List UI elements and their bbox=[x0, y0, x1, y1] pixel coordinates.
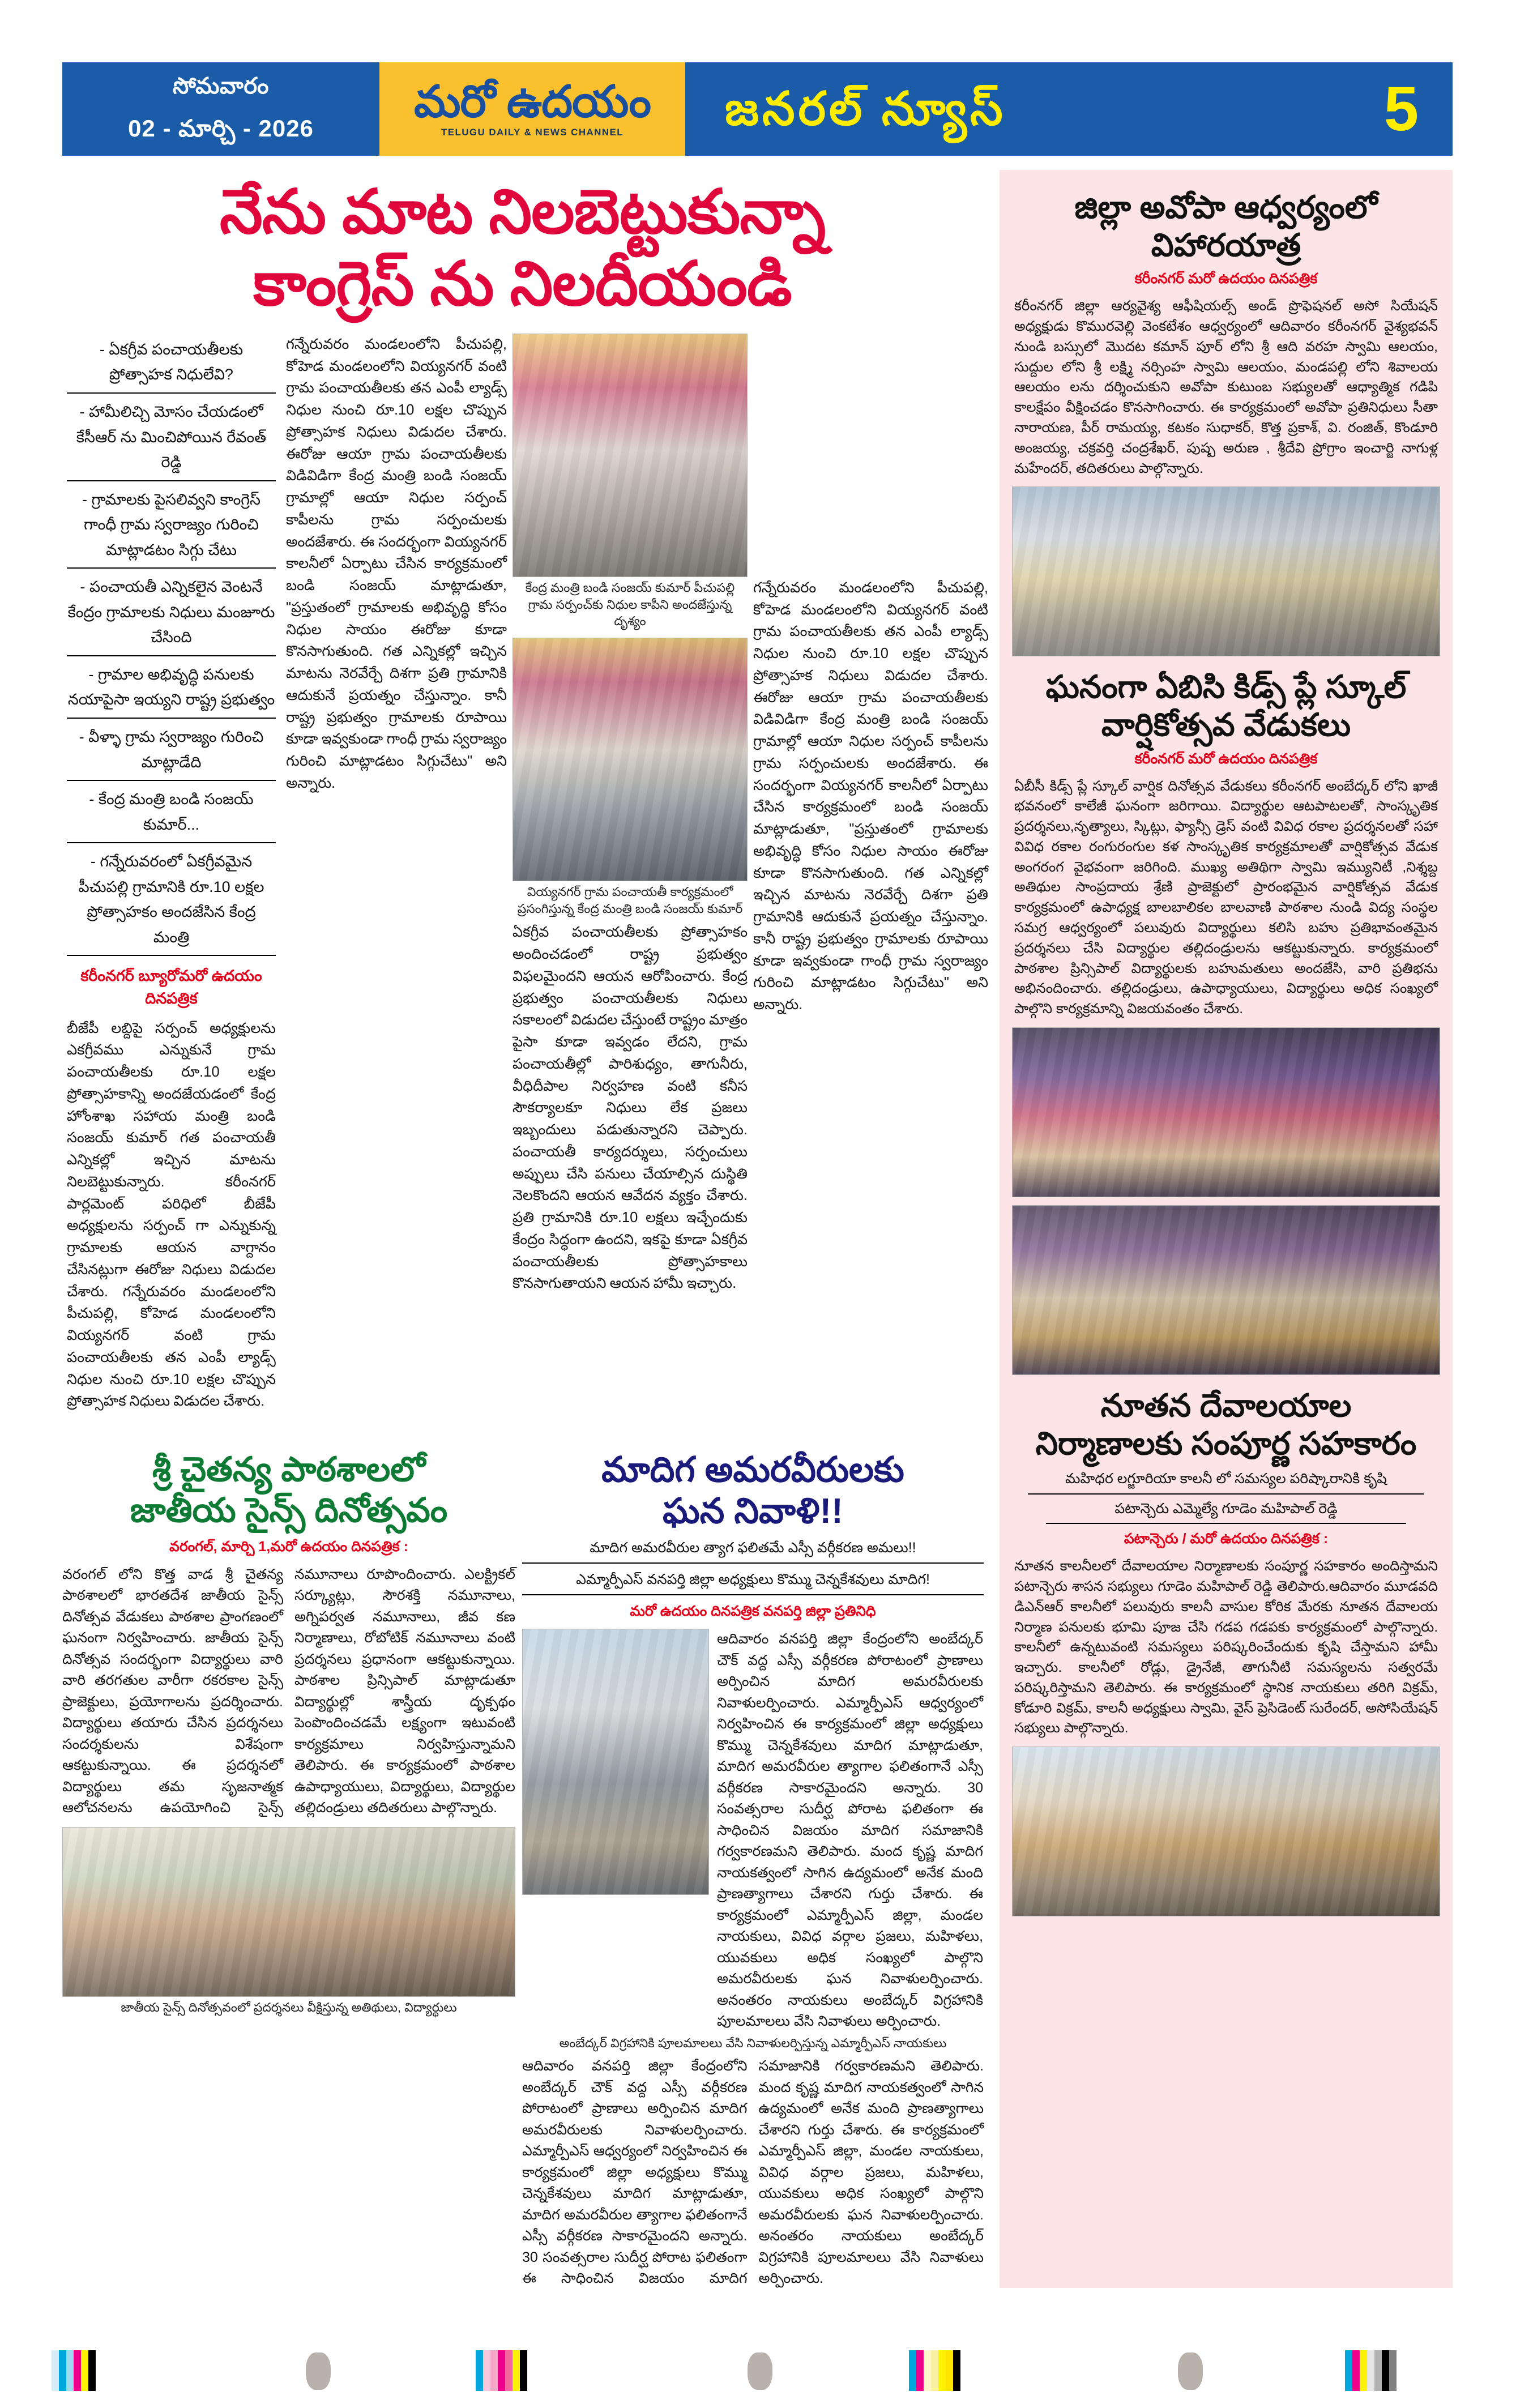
bullet-item: - ఏకగ్రీవ పంచాయతీలకు ప్రోత్సాహక నిధులేవి? bbox=[67, 337, 276, 394]
registration-swatch bbox=[52, 2350, 59, 2391]
registration-color-group bbox=[1345, 2350, 1397, 2391]
lead-bullet-column bbox=[62, 334, 280, 1438]
lead-column-4 bbox=[753, 334, 988, 1438]
sidebar-story-abc-kids bbox=[1012, 660, 1440, 1375]
sidebar-photo-2 bbox=[1012, 1027, 1440, 1197]
page-number: 5 bbox=[1383, 74, 1419, 144]
bullet-item: - గ్రామాల అభివృద్ధి పనులకు నయాపైసా ఇయ్యని రాష్ట్ర ప్రభుత్వం bbox=[67, 662, 276, 719]
bullet-item: - పంచాయతీ ఎన్నికలైన వెంటనే కేంద్రం గ్రామాలకు నిధులు మంజూరు చేసింది bbox=[67, 574, 276, 656]
newspaper-logo[interactable] bbox=[379, 62, 685, 156]
masthead-section-area bbox=[685, 62, 1453, 156]
registration-swatch bbox=[1345, 2350, 1352, 2391]
madiga-byline: మరో ఉదయం దినపత్రిక వనపర్తి జిల్లా ప్రతినిధి bbox=[630, 1603, 876, 1620]
registration-swatch bbox=[520, 2350, 527, 2391]
mid-stories-row bbox=[62, 1447, 983, 2290]
sidebar-zone bbox=[1000, 170, 1453, 2288]
bullet-item: - గ్రామాలకు పైసలివ్వని కాంగ్రెస్ గాంధీ గ్రామ స్వరాజ్యం గురించి మాట్లాడటం సిగ్గు చేటు bbox=[67, 487, 276, 569]
registration-dot bbox=[1178, 2353, 1203, 2390]
sidebar-sub-3a: మహిధర లగ్జూరియా కాలనీ లో సమస్యల పరిష్కారానికి కృషి bbox=[1028, 1469, 1424, 1495]
lead-photo-2-caption: వియ్యనగర్ గ్రామ పంచాయతీ కార్యక్రమంలో ప్రసంగిస్తున్న కేంద్ర మంత్రి బండి సంజయ్ కుమార్ bbox=[517, 884, 743, 916]
madiga-sub-2: ఎమ్మార్పీఎస్ వనపర్తి జిల్లా అధ్యక్షులు కొమ్ము చెన్నకేశవులు మాదిగ! bbox=[522, 1568, 984, 1595]
registration-swatch bbox=[946, 2350, 953, 2391]
registration-swatch bbox=[74, 2350, 81, 2391]
sidebar-body-1: కరీంనగర్ జిల్లా ఆర్యవైశ్య ఆఫీషియల్స్ అండ్ ప్రొఫెషనల్ అసో సియేషన్ అధ్యక్షుడు కొముర‌వెల్లి వెంకటేశం ఆధ్వర్యంలో ఆదివారం కరీంనగర్ వైశ్యభవన్ నుండి బస్సులో మొదట కమాన్ పూర్ లోని శ్రీ ఆది వరహ స్వామి ఆలయం, సుద్దుల లోని శ్రీ లక్ష్మి నర్సింహ స్వామి ఆలయం, మండపల్లి లోని శివాలయ ఆలయం లను దర్శించుకుని అవోపా కుటుంబ సభ్యులతో ఆధ్యాత్మిక గడిపి కాలక్షేపం వీక్షించడం కొనసాగించారు. ఈ కార్యక్రమంలో అవోపా ప్రతినిధులు సీతా నారాయణ, పీర్ రామయ్య, కటకం సుధాకర్, కొత్త ప్రకాశ్, వి. రంజిత్, కొండూరి అంజయ్య, చక్రవర్తి చంద్రశేఖర్, పుష్ప అరుణ , శ్రీదేవి ప్రోగ్రాం ఇంచార్జి నాగుళ్ల మహేందర్, తదితరులు పాల్గొన్నారు. bbox=[1014, 298, 1438, 476]
sidebar-photo-4 bbox=[1012, 1747, 1440, 1916]
story-science bbox=[62, 1447, 515, 2290]
print-registration-strip bbox=[0, 2350, 1516, 2396]
sidebar-headline-3-line2: నిర్మాణాలకు సంపూర్ణ సహకారం bbox=[1035, 1425, 1417, 1462]
page-body bbox=[62, 170, 1453, 2288]
science-body: వరంగల్ లోని కొత్త వాడ శ్రీ చైతన్య పాఠశాలలో భారతదేశ జాతీయ సైన్స్ దినోత్సవ వేడుకలు పాఠశాల ప్రాంగణంలో ఘనంగా నిర్వహించారు. జాతీయ సైన్స్ దినోత్సవ సందర్భంగా విద్యార్థులు వారి వారి తరగతుల వారీగా రకరకాల సైన్స్ ప్రాజెక్టులు, ప్రయోగాలను ప్రదర్శించారు. విద్యార్థులు తయారు చేసిన ప్రదర్శనలు సందర్శకులను విశేషంగా ఆకట్టుకున్నాయి. ఈ ప్రదర్శనలో విద్యార్థులు తమ సృజనాత్మక ఆలోచనలను ఉపయోగించి సైన్స్ నమూనాలు రూపొందించారు. ఎలక్ట్రికల్ సర్క్యూట్లు, సౌరశక్తి నమూనాలు, అగ్నిపర్వత నమూనాలు, జీవ కణ నిర్మాణాలు, రోబోటిక్ నమూనాలు వంటి ప్రదర్శనలు ప్రధానంగా ఆకట్టుకున్నాయి. పాఠశాల ప్రిన్సిపాల్ మాట్లాడుతూ విద్యార్థుల్లో శాస్త్రీయ దృక్పథం పెంపొందించడమే లక్ష్యంగా ఇటువంటి కార్యక్రమాలు నిర్వహిస్తున్నామని తెలిపారు. ఈ కార్యక్రమంలో పాఠశాల ఉపాధ్యాయులు, విద్యార్థులు, విద్యార్థుల తల్లిదండ్రులు తదితరులు పాల్గొన్నారు. bbox=[62, 1566, 515, 1816]
registration-swatch bbox=[513, 2350, 520, 2391]
registration-swatch bbox=[1352, 2350, 1360, 2391]
registration-color-group bbox=[44, 2350, 96, 2391]
registration-swatch bbox=[1360, 2350, 1367, 2391]
registration-swatch bbox=[924, 2350, 931, 2391]
lead-headline-line2: కాంగ్రెస్ ను నిలదీయండి bbox=[253, 249, 792, 318]
story-madiga bbox=[522, 1447, 984, 2290]
sidebar-byline-2: కరీంనగర్ మరో ఉదయం దినపత్రిక bbox=[1134, 750, 1318, 767]
logo-title: మరో ఉదయం bbox=[414, 76, 651, 126]
registration-swatch bbox=[476, 2350, 483, 2391]
science-headline-line1: శ్రీ చైతన్య పాఠశాలలో bbox=[152, 1450, 426, 1488]
registration-swatch bbox=[909, 2350, 916, 2391]
madiga-body-a: ఆదివారం వనపర్తి జిల్లా కేంద్రంలోని అంబేద్కర్ చౌక్ వద్ద ఎస్సీ వర్గీకరణ పోరాటంలో ప్రాణాలు అర్పించిన మాదిగ అమరవీరులకు నివాళులర్పించారు. ఎమ్మార్పీఎస్ ఆధ్వర్యంలో నిర్వహించిన ఈ కార్యక్రమంలో జిల్లా అధ్యక్షులు కొమ్ము చెన్నకేశవులు మాదిగ మాట్లాడుతూ, మాదిగ అమరవీరుల త్యాగాల ఫలితంగానే ఎస్సీ వర్గీకరణ సాకారమైందని అన్నారు. 30 సంవత్సరాల సుదీర్ఘ పోరాట ఫలితంగా ఈ సాధించిన విజయం మాదిగ సమాజానికి గర్వకారణమని తెలిపారు. మంద కృష్ణ మాదిగ నాయకత్వంలో సాగిన ఉద్యమంలో అనేక మంది ప్రాణత్యాగాలు చేశారని గుర్తు చేశారు. ఈ కార్యక్రమంలో ఎమ్మార్పీఎస్ జిల్లా, మండల నాయకులు, వివిధ వర్గాల ప్రజలు, మహిళలు, యువకులు అధిక సంఖ్యలో పాల్గొని అమరవీరులకు ఘన నివాళులర్పించారు. అనంతరం నాయకులు అంబేద్కర్ విగ్రహానికి పూలమాలలు వేసి నివాళులు అర్పించారు. bbox=[717, 1631, 983, 2030]
registration-swatch bbox=[1367, 2350, 1374, 2391]
bullet-item: - హామీలిచ్చి మోసం చేయడంలో కేసీఆర్ ను మించిపోయిన రేవంత్ రెడ్డి bbox=[67, 399, 276, 481]
sidebar-story-new-temples bbox=[1012, 1378, 1440, 1916]
registration-swatch bbox=[953, 2350, 960, 2391]
sidebar-byline-3: పటాన్చెరు / మరో ఉదయం దినపత్రిక : bbox=[1124, 1531, 1329, 1547]
registration-swatch bbox=[505, 2350, 513, 2391]
lead-headline bbox=[62, 170, 983, 322]
registration-swatch bbox=[483, 2350, 490, 2391]
sidebar-headline-3 bbox=[1012, 1378, 1440, 1468]
lead-photo-1-caption: కేంద్ర మంత్రి బండి సంజయ్ కుమార్ పీచుపల్లి గ్రామ సర్పంచ్‌కు నిధుల కాపీని అందజేస్తున్న దృశ్యం bbox=[525, 580, 735, 629]
main-content-zone bbox=[62, 170, 988, 2288]
registration-swatch bbox=[938, 2350, 946, 2391]
lead-byline: కరీంనగర్ బ్యూరోమరో ఉదయం దినపత్రిక bbox=[80, 967, 262, 1007]
registration-swatch bbox=[1389, 2350, 1397, 2391]
madiga-headline-line2: ఘన నివాళి!! bbox=[663, 1492, 843, 1531]
registration-swatch bbox=[81, 2350, 88, 2391]
bullet-item: - కేంద్ర మంత్రి బండి సంజయ్ కుమార్... bbox=[67, 787, 276, 843]
registration-color-group bbox=[476, 2350, 527, 2391]
bullet-item: - వీళ్ళా గ్రామ స్వరాజ్యం గురించి మాట్లాడేది bbox=[67, 724, 276, 781]
masthead-date-block bbox=[62, 62, 379, 156]
lead-column-2-text: గన్నేరువరం మండలంలోని పీచుపల్లి, కోహెడ మండలంలోని వియ్యనగర్ వంటి గ్రామ పంచాయతీలకు తన ఎంపీ ల్యాడ్స్ నిధుల నుంచి రూ.10 లక్షల చొప్పున ప్రోత్సాహక నిధులు విడుదల చేశారు. ఈరోజు ఆయా గ్రామ పంచాయతీలకు విడివిడిగా కేంద్ర మంత్రి బండి సంజయ్ గ్రామాల్లో ఆయా నిధుల సర్పంచ్ కాపీలను గ్రామ సర్పంచులకు అందజేశారు. ఈ సందర్భంగా వియ్యనగర్ కాలనీలో ఏర్పాటు చేసిన కార్యక్రమంలో బండి సంజయ్ మాట్లాడుతూ, "ప్రస్తుతంలో గ్రామాలకు అభివృద్ధి కోసం నిధుల సాయం ఈరోజు కూడా కొనసాగుతుంది. గత ఎన్నికల్లో ఇచ్చిన మాటను నెరవేర్చే దిశగా ప్రతి గ్రామానికి ఆదుకునే ప్రయత్నం చేస్తున్నాం. కానీ రాష్ట్ర ప్రభుత్వం గ్రామాలకు రూపాయి కూడా ఇవ్వకుండా గాంధీ గ్రామ స్వరాజ్యం గురించి మాట్లాడటం సిగ్గుచేటు" అని అన్నారు. bbox=[286, 336, 507, 791]
registration-swatch bbox=[59, 2350, 66, 2391]
registration-swatch bbox=[66, 2350, 74, 2391]
lead-headline-line1: నేను మాట నిలబెట్టుకున్నా bbox=[220, 177, 825, 246]
registration-swatch bbox=[916, 2350, 924, 2391]
sidebar-photo-1 bbox=[1012, 486, 1440, 656]
madiga-headline bbox=[522, 1447, 984, 1536]
registration-swatch bbox=[931, 2350, 938, 2391]
science-photo bbox=[62, 1827, 515, 1997]
registration-swatch bbox=[490, 2350, 498, 2391]
sidebar-sub-3b: పటాన్చెరు ఎమ్మెల్యే గూడెం మహిపాల్ రెడ్డి bbox=[1046, 1499, 1406, 1525]
madiga-photo-caption: అంబేద్కర్ విగ్రహానికి పూలమాలలు వేసి నివాళులర్పిస్తున్న ఎమ్మార్పీఎస్ నాయకులు bbox=[559, 2035, 947, 2050]
masthead bbox=[62, 62, 1453, 156]
registration-swatch bbox=[1382, 2350, 1389, 2391]
lead-photo-2 bbox=[513, 638, 748, 881]
science-headline-line2: జాతీయ సైన్స్ దినోత్సవం bbox=[130, 1491, 448, 1529]
madiga-sub-1: మాదిగ అమరవీరుల త్యాగ ఫలితమే ఎస్సీ వర్గీకరణ అమలు!! bbox=[522, 1536, 984, 1564]
registration-color-group bbox=[909, 2350, 960, 2391]
lead-article-grid bbox=[62, 334, 988, 1438]
sidebar-byline-1: కరీంనగర్ మరో ఉదయం దినపత్రిక bbox=[1134, 271, 1318, 287]
registration-swatch bbox=[1374, 2350, 1382, 2391]
madiga-headline-line1: మాదిగ అమరవీరులకు bbox=[601, 1450, 904, 1489]
registration-swatch bbox=[44, 2350, 52, 2391]
registration-dot bbox=[748, 2353, 772, 2390]
sidebar-headline-2: ఘనంగా ఏబిసి కిడ్స్ ప్లే స్కూల్ వార్షికోత్సవ వేడుకలు bbox=[1045, 669, 1407, 743]
lead-photo-1 bbox=[513, 334, 748, 577]
science-headline bbox=[62, 1447, 515, 1535]
sidebar-body-3: నూతన కాలనీలలో దేవాలయాల నిర్మాణాలకు సంపూర్ణ సహకారం అందిస్తామని పటాన్చెరు శాసన సభ్యులు గూడెం మహిపాల్ రెడ్డి తెలిపారు.ఆదివారం మూడవది డిఎన్ఆర్ కాలనీలో పలువురు కాలనీ వాసుల కోరిక మేరకు నూతన దేవాలయ నిర్మాణ పనులకు భూమి పూజ చేసి గడప గడపకు కార్యక్రమంలో పాల్గొన్నారు. కాలనీలో ఉన్నటువంటి సమస్యలు పరిష్కరించేందుకు కృషి చేస్తామని హామీ ఇచ్చారు. కాలనీలో రోడ్లు, డ్రైనేజీ, తాగునీటి సమస్యలను సత్వరమే పరిష్కరిస్తామని తెలిపారు. ఈ కార్యక్రమంలో స్థానిక నాయకులు తరిగి విక్రమ్, కోడూరి విక్రమ్, కాలనీ అధ్యక్షులు స్వామి, వైస్ ప్రెసిడెంట్ సురేందర్, అసోసియేషన్ సభ్యులు పాల్గొన్నారు. bbox=[1014, 1559, 1438, 1736]
sidebar-story-vihara-yatra bbox=[1012, 180, 1440, 656]
lead-column-4-text: గన్నేరువరం మండలంలోని పీచుపల్లి, కోహెడ మండలంలోని వియ్యనగర్ వంటి గ్రామ పంచాయతీలకు తన ఎంపీ ల్యాడ్స్ నిధుల నుంచి రూ.10 లక్షల చొప్పున ప్రోత్సాహక నిధులు విడుదల చేశారు. ఈరోజు ఆయా గ్రామ పంచాయతీలకు విడివిడిగా కేంద్ర మంత్రి బండి సంజయ్ గ్రామాల్లో ఆయా నిధుల సర్పంచ్ కాపీలను గ్రామ సర్పంచులకు అందజేశారు. ఈ సందర్భంగా వియ్యనగర్ కాలనీలో ఏర్పాటు చేసిన కార్యక్రమంలో బండి సంజయ్ మాట్లాడుతూ, "ప్రస్తుతంలో గ్రామాలకు అభివృద్ధి కోసం నిధుల సాయం ఈరోజు కూడా కొనసాగుతుంది. గత ఎన్నికల్లో ఇచ్చిన మాటను నెరవేర్చే దిశగా ప్రతి గ్రామానికి ఆదుకునే ప్రయత్నం చేస్తున్నాం. కానీ రాష్ట్ర ప్రభుత్వం గ్రామాలకు రూపాయి కూడా ఇవ్వకుండా గాంధీ గ్రామ స్వరాజ్యం గురించి మాట్లాడటం సిగ్గుచేటు" అని అన్నారు. bbox=[753, 579, 988, 1013]
sidebar-headline-1: జిల్లా అవోపా ఆధ్వర్యంలో విహారయాత్ర bbox=[1074, 189, 1378, 263]
registration-swatch bbox=[498, 2350, 505, 2391]
masthead-date: 02 - మార్చి - 2026 bbox=[128, 114, 314, 142]
science-photo-caption: జాతీయ సైన్స్ దినోత్సవంలో ప్రదర్శనలు వీక్షిస్తున్న అతిథులు, విద్యార్థులు bbox=[121, 2000, 457, 2014]
masthead-weekday: సోమవారం bbox=[173, 73, 269, 99]
registration-dot bbox=[306, 2353, 331, 2390]
section-title: జనరల్ న్యూస్ bbox=[725, 83, 1006, 135]
madiga-body-b: ఆదివారం వనపర్తి జిల్లా కేంద్రంలోని అంబేద్కర్ చౌక్ వద్ద ఎస్సీ వర్గీకరణ పోరాటంలో ప్రాణాలు అర్పించిన మాదిగ అమరవీరులకు నివాళులర్పించారు. ఎమ్మార్పీఎస్ ఆధ్వర్యంలో నిర్వహించిన ఈ కార్యక్రమంలో జిల్లా అధ్యక్షులు కొమ్ము చెన్నకేశవులు మాదిగ మాట్లాడుతూ, మాదిగ అమరవీరుల త్యాగాల ఫలితంగానే ఎస్సీ వర్గీకరణ సాకారమైందని అన్నారు. 30 సంవత్సరాల సుదీర్ఘ పోరాట ఫలితంగా ఈ సాధించిన విజయం మాదిగ సమాజానికి గర్వకారణమని తెలిపారు. మంద కృష్ణ మాదిగ నాయకత్వంలో సాగిన ఉద్యమంలో అనేక మంది ప్రాణత్యాగాలు చేశారని గుర్తు చేశారు. ఈ కార్యక్రమంలో ఎమ్మార్పీఎస్ జిల్లా, మండల నాయకులు, వివిధ వర్గాల ప్రజలు, మహిళలు, యువకులు అధిక సంఖ్యలో పాల్గొని అమరవీరులకు ఘన నివాళులర్పించారు. అనంతరం నాయకులు అంబేద్కర్ విగ్రహానికి పూలమాలలు వేసి నివాళులు అర్పించారు. bbox=[522, 2058, 984, 2287]
sidebar-headline-3-line1: నూతన దేవాలయాల bbox=[1100, 1387, 1352, 1423]
madiga-photo bbox=[522, 1629, 709, 1895]
bullet-item: - గన్నేరువరంలో ఏకగ్రీవమైన పీచుపల్లి గ్రామానికి రూ.10 లక్షల ప్రోత్సాహకం అందజేసిన కేంద్ర మంత్రి bbox=[67, 849, 276, 956]
lead-column-1-text: బీజేపీ లబ్దిపై సర్పంచ్ అధ్యక్షులను ఎకగ్రీవము ఎన్నుకునే గ్రామ పంచాయతీలకు రూ.10 లక్షల ప్రోత్సాహకాన్ని అందజేయడంలో కేంద్ర హోంశాఖ సహాయ మంత్రి బండి సంజయ్ కుమార్ గత పంచాయతీ ఎన్నికల్లో ఇచ్చిన మాటను నిలబెట్టుకున్నారు. కరీంనగర్ పార్లమెంట్ పరిధిలో బీజేపీ అధ్యక్షులను సర్పంచ్ గా ఎన్నుకున్న గ్రామాలకు ఆయన వాగ్దానం చేసినట్లుగా ఈరోజు నిధులు విడుదల చేశారు. గన్నేరువరం మండలంలోని పీచుపల్లి, కోహెడ మండలంలోని వియ్యనగర్ వంటి గ్రామ పంచాయతీలకు తన ఎంపీ ల్యాడ్స్ నిధుల నుంచి రూ.10 లక్షల చొప్పున ప్రోత్సాహక నిధులు విడుదల చేశారు. bbox=[67, 1020, 276, 1410]
lead-column-3-text: ఏకగ్రీవ పంచాయతీలకు ప్రోత్సాహకం అందించడంలో రాష్ట్ర ప్రభుత్వం విఫలమైందని ఆయన ఆరోపించారు. కేంద్ర ప్రభుత్వం పంచాయతీలకు నిధులు సకాలంలో విడుదల చేస్తుంటే రాష్ట్రం మాత్రం పైసా కూడా ఇవ్వడం లేదని, గ్రామ పంచాయతీల్లో పారిశుధ్యం, తాగునీరు, వీధిదీపాల నిర్వహణ వంటి కనీస సౌకర్యాలకూ నిధులు లేక ప్రజలు ఇబ్బందులు పడుతున్నారని చెప్పారు. పంచాయతీ కార్యదర్శులు, సర్పంచులు అప్పులు చేసి పనులు చేయాల్సిన దుస్థితి నెలకొందని ఆయన ఆవేదన వ్యక్తం చేశారు. ప్రతి గ్రామానికి రూ.10 లక్షలు ఇచ్చేందుకు కేంద్రం సిద్ధంగా ఉందని, ఇకపై కూడా ఏకగ్రీవ పంచాయతీలకు ప్రోత్సాహకాలు కొనసాగుతాయని ఆయన హామీ ఇచ్చారు. bbox=[513, 924, 748, 1292]
sidebar-photo-3 bbox=[1012, 1205, 1440, 1375]
registration-swatch bbox=[88, 2350, 96, 2391]
logo-tagline: TELUGU DAILY & NEWS CHANNEL bbox=[441, 126, 624, 138]
science-byline: వరంగల్, మార్చి 1,మరో ఉదయం దినపత్రిక : bbox=[169, 1538, 408, 1555]
lead-column-3 bbox=[513, 334, 748, 1438]
sidebar-body-2: ఏబీసీ కిడ్స్ ప్లే స్కూల్ వార్షిక దినోత్సవ వేడుకలు కరీంనగర్ అంబేద్కర్ లోని ఖాజీ భవనంలో కాలేజీ ఘనంగా జరిగాయి. విద్యార్థుల ఆటపాటలతో, సాంస్కృతిక ప్రదర్శనలు,నృత్యాలు, స్కిట్లు, ఫ్యాన్సీ డ్రెస్ వంటి వివిధ రకాల ప్రదర్శనలతో సహా వివిధ రకాల రంగురంగుల కళ సాంస్కృతిక కార్యక్రమాలతో వార్షికోత్సవ వేడుక అంగరంగ వైభవంగా జరిగింది. ముఖ్య అతిథిగా స్వామి ఇమ్యునిటీ ,నిశ్శబ్ద అతిథుల సాంప్రదాయ శ్రేణి ప్రాజెక్టులో ప్రారంభమైన వార్షికోత్సవ వేడుక కార్యక్రమంలో ఉపాధ్యక్ష బాలబాలికల బాలవాణి పాఠశాల నుండి విద్య సంస్థల సమగ్ర ఆధ్వర్యంలో పలువురు విద్యార్థులు కలిసి బహు ప్రతిభావంతమైన ప్రదర్శనలు చేసి విద్యార్థుల తల్లిదండ్రులను ఆకట్టుకున్నారు. కార్యక్రమంలో పాఠశాల ప్రిన్సిపాల్ విద్యార్థులకు బహుమతులు అందజేసి, వారి ప్రతిభను అభినందించారు. తల్లిదండ్రులు, ఉపాధ్యాయులు, విద్యార్థులు అధిక సంఖ్యలో పాల్గొని కార్యక్రమాన్ని విజయవంతం చేశారు. bbox=[1014, 778, 1438, 1017]
